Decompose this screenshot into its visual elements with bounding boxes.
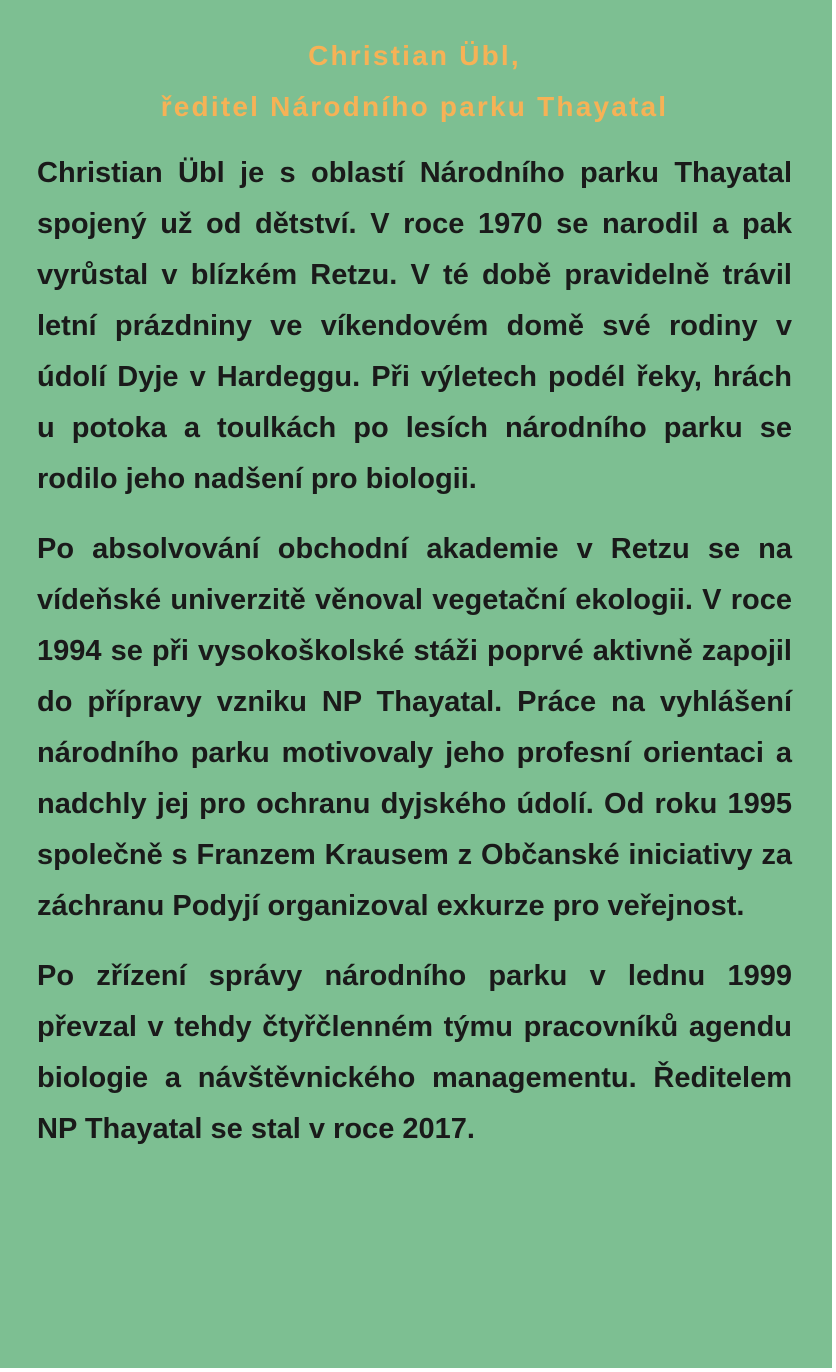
- paragraph-childhood: Christian Übl je s oblastí Národního parku Thayatal spojený už od dětství. V roce 1970 se narodil a pak vyrůstal v blízkém Retzu. V té době pravidelně trávil letní prázdniny ve víkendovém domě své rodiny v údolí Dyje v Hardeggu. Při výletech podél řeky, hrách u potoka a toulkách po lesích národního parku se rodilo jeho nadšení pro biologii.: [37, 157, 792, 495]
- person-role: ředitel Národního parku Thayatal: [160, 91, 669, 122]
- paragraph-education: Po absolvování obchodní akademie v Retzu se na vídeňské univerzitě věnoval vegetační ekologii. V roce 1994 se při vysokoškolské stáži poprvé aktivně zapojil do přípravy vzniku NP Thayatal. Práce na vyhlášení národního parku motivovaly jeho profesní orientaci a nadchly jej pro ochranu dyjského údolí. Od roku 1995 společně s Franzem Krausem z Občanské iniciativy za záchranu Podyjí organizoval exkurze pro veřejnost.: [37, 533, 792, 922]
- profile-heading: [37, 30, 792, 132]
- person-name: Christian Übl,: [308, 40, 521, 71]
- paragraph-career: Po zřízení správy národního parku v lednu 1999 převzal v tehdy čtyřčlenném týmu pracovníků agendu biologie a návštěvnického managementu. Ředitelem NP Thayatal se stal v roce 2017.: [37, 960, 792, 1145]
